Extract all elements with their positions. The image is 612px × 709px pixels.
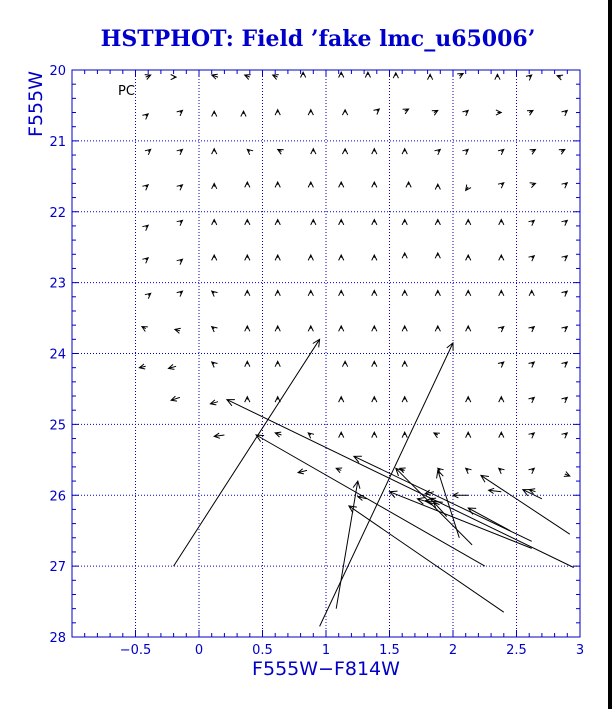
vector-arrow — [562, 183, 568, 189]
vector-arrow — [342, 361, 347, 366]
y-tick-label: 26 — [49, 489, 66, 505]
vector-arrow — [374, 109, 380, 115]
x-axis-label: F555W−F814W — [252, 658, 400, 680]
vector-arrow — [495, 74, 500, 79]
vector-arrow — [142, 185, 148, 191]
vector-arrow — [245, 75, 251, 80]
vector-arrow — [402, 220, 407, 225]
y-tick-label: 21 — [49, 134, 66, 150]
vector-arrow — [339, 432, 344, 437]
vector-arrow — [169, 364, 177, 369]
vector-arrow — [245, 361, 250, 366]
vector-arrow — [212, 74, 218, 79]
y-tick-label: 24 — [49, 347, 66, 363]
vector-arrow — [402, 149, 407, 154]
vector-arrow — [275, 182, 280, 187]
vector-arrow — [372, 255, 377, 260]
vector-arrow — [499, 255, 504, 260]
vector-arrow — [402, 361, 407, 366]
vector-arrow — [142, 327, 148, 332]
vector-arrow — [496, 110, 501, 115]
vector-arrow — [453, 493, 468, 498]
vector-arrow — [278, 149, 284, 154]
vector-arrow — [498, 149, 504, 154]
vector-arrow — [530, 183, 536, 188]
y-tick-label: 23 — [49, 276, 66, 292]
long-vector-arrow — [390, 491, 532, 548]
vector-arrow — [214, 433, 224, 438]
vector-arrow — [466, 220, 471, 225]
vector-arrow — [175, 328, 181, 333]
vector-arrow — [139, 364, 145, 369]
vector-arrow — [462, 149, 468, 154]
vector-arrow — [301, 72, 306, 77]
vector-arrow — [559, 149, 565, 154]
vector-arrow — [241, 111, 246, 116]
vector-arrow — [499, 468, 505, 474]
vector-arrow — [342, 110, 347, 115]
grid-lines — [72, 70, 580, 637]
vector-arrow — [529, 290, 534, 295]
vector-arrow — [499, 290, 504, 295]
vector-arrow — [275, 290, 280, 295]
vector-arrow — [145, 75, 151, 80]
vector-arrow — [212, 291, 218, 297]
vector-arrow — [462, 110, 468, 116]
vector-arrow — [466, 255, 471, 260]
vector-arrow — [372, 149, 377, 154]
x-tick-label: 0 — [194, 643, 204, 658]
vector-arrow — [339, 72, 344, 77]
vector-arrow — [372, 326, 377, 331]
vector-arrow — [402, 432, 407, 437]
x-tick-label: 2 — [448, 643, 458, 658]
x-tick-label: 0.5 — [252, 643, 273, 658]
vector-arrow — [562, 256, 568, 262]
vector-arrow — [372, 361, 377, 366]
vector-arrow — [275, 432, 281, 437]
vector-arrow — [298, 469, 307, 474]
vector-arrow — [529, 220, 535, 225]
vector-arrow — [142, 114, 148, 120]
vector-arrow — [489, 488, 502, 493]
vector-arrow — [336, 468, 342, 473]
vector-arrow — [339, 326, 344, 331]
vector-arrow — [372, 290, 377, 295]
vector-arrow — [562, 327, 568, 332]
vector-arrow — [562, 291, 568, 297]
vector-arrow — [529, 433, 535, 438]
long-vector-arrow — [396, 468, 472, 545]
vector-arrow — [245, 182, 250, 187]
vector-arrow — [466, 432, 471, 437]
vector-arrow — [247, 149, 253, 154]
vector-arrow — [529, 256, 535, 262]
vector-arrow — [308, 326, 313, 331]
long-vector-arrow — [256, 435, 485, 566]
vector-arrow — [466, 397, 471, 402]
vector-arrow — [275, 255, 280, 260]
vector-arrow — [339, 182, 344, 187]
vector-arrow — [311, 220, 316, 225]
axis-tick-labels — [49, 64, 584, 658]
long-vector-arrow — [481, 475, 570, 534]
vector-arrow — [212, 220, 217, 225]
vector-arrow — [432, 110, 438, 115]
vector-arrow — [210, 400, 218, 405]
vector-arrow — [529, 397, 535, 403]
vector-arrow — [402, 290, 407, 295]
vector-arrow — [245, 220, 250, 225]
vector-arrow — [435, 326, 440, 331]
vector-arrow — [435, 184, 440, 189]
vector-arrow — [435, 290, 440, 295]
vector-arrow — [245, 290, 250, 295]
vector-arrow — [498, 327, 504, 332]
vector-arrow — [562, 110, 568, 116]
x-tick-label: 1 — [321, 643, 331, 658]
vector-arrow — [212, 327, 218, 332]
vector-arrow — [529, 362, 535, 368]
vector-arrow — [365, 72, 370, 77]
vector-arrow — [212, 183, 217, 188]
vector-arrow — [562, 220, 568, 225]
vector-arrow — [212, 255, 217, 260]
vector-arrow — [171, 75, 176, 80]
vector-arrow — [466, 185, 471, 191]
vector-arrow — [562, 362, 568, 368]
vector-arrow — [498, 183, 504, 189]
vector-arrow — [466, 468, 472, 474]
long-vector-arrow — [336, 481, 360, 609]
y-tick-label: 27 — [49, 560, 66, 576]
vector-arrow — [435, 220, 440, 225]
vector-arrow — [372, 432, 377, 437]
y-tick-label: 20 — [49, 64, 66, 79]
vector-arrow — [308, 290, 313, 295]
vector-arrow — [275, 361, 280, 366]
vector-arrow — [339, 220, 344, 225]
plot-frame — [72, 70, 580, 637]
vector-arrow — [406, 182, 411, 187]
vector-arrow — [457, 74, 463, 79]
long-vector-arrow — [437, 470, 460, 537]
long-vector-arrow — [174, 339, 320, 566]
vector-arrow — [177, 149, 183, 154]
vector-arrow — [530, 149, 536, 154]
vector-arrow — [308, 182, 313, 187]
vector-arrow — [245, 397, 250, 402]
y-tick-label: 22 — [49, 205, 66, 221]
vector-arrow — [372, 182, 377, 187]
x-tick-label: 2.5 — [506, 643, 527, 658]
vector-arrow — [466, 290, 471, 295]
vector-arrow — [393, 73, 398, 78]
vector-arrow — [275, 220, 280, 225]
vector-arrow — [308, 433, 314, 438]
vector-arrow — [466, 326, 471, 331]
vector-arrow — [275, 326, 280, 331]
vector-arrow — [428, 74, 433, 79]
vector-arrow — [177, 220, 183, 225]
vector-arrow — [529, 468, 535, 474]
vector-arrow — [527, 110, 533, 115]
vector-arrow — [402, 397, 407, 402]
y-axis-label: F555W — [25, 71, 47, 137]
y-tick-label: 25 — [49, 418, 66, 434]
vector-arrow — [177, 185, 183, 191]
vector-arrow — [557, 75, 563, 80]
vector-arrow — [177, 110, 183, 116]
vector-arrow — [311, 149, 316, 154]
x-tick-label: −0.5 — [119, 643, 152, 658]
vector-arrow — [342, 149, 347, 154]
vector-arrow — [245, 326, 250, 331]
long-vector-arrow — [354, 456, 532, 541]
displacement-vectors — [139, 72, 573, 626]
vector-arrow — [562, 397, 568, 403]
vector-arrow — [529, 327, 535, 332]
vector-arrow — [434, 502, 447, 516]
vector-arrow — [435, 253, 440, 258]
vector-arrow — [402, 326, 407, 331]
vector-arrow — [308, 110, 313, 115]
vector-arrow — [339, 290, 344, 295]
vector-arrow — [499, 220, 504, 225]
vector-arrow — [498, 362, 504, 368]
vector-arrow — [434, 433, 440, 438]
panel-label: PC — [118, 84, 135, 99]
vector-arrow — [564, 472, 570, 477]
x-tick-label: 3 — [575, 643, 585, 658]
vector-arrow — [372, 397, 377, 402]
vector-arrow — [171, 396, 180, 401]
axis-ticks — [72, 70, 580, 637]
vector-arrow — [372, 220, 377, 225]
vector-arrow — [435, 149, 441, 154]
vector-arrow — [562, 433, 568, 438]
chart-title: HSTPHOT: Field ’fake lmc_u65006’ — [100, 26, 536, 52]
vector-arrow — [142, 258, 148, 264]
vector-arrow — [212, 111, 217, 116]
vector-arrow — [499, 397, 504, 402]
vector-arrow — [273, 75, 279, 80]
vector-arrow — [212, 362, 218, 368]
vector-arrow — [245, 255, 250, 260]
vector-arrow — [308, 255, 313, 260]
vector-arrow — [403, 109, 409, 114]
y-tick-label: 28 — [49, 631, 66, 646]
vector-arrow — [212, 149, 217, 154]
x-tick-label: 1.5 — [379, 643, 400, 658]
long-vector-arrow — [349, 506, 504, 612]
vector-arrow — [339, 397, 344, 402]
vector-arrow — [145, 149, 151, 154]
vector-arrow — [177, 259, 183, 265]
vector-arrow — [339, 255, 344, 260]
vector-arrow — [142, 225, 148, 231]
vector-arrow — [177, 291, 183, 297]
vector-arrow — [526, 75, 532, 80]
long-vector-arrow — [320, 343, 454, 627]
vector-arrow — [145, 293, 151, 298]
vector-arrow — [402, 253, 407, 258]
vector-arrow — [499, 432, 504, 437]
long-vector-arrow — [227, 400, 574, 568]
vector-arrow — [275, 110, 280, 115]
